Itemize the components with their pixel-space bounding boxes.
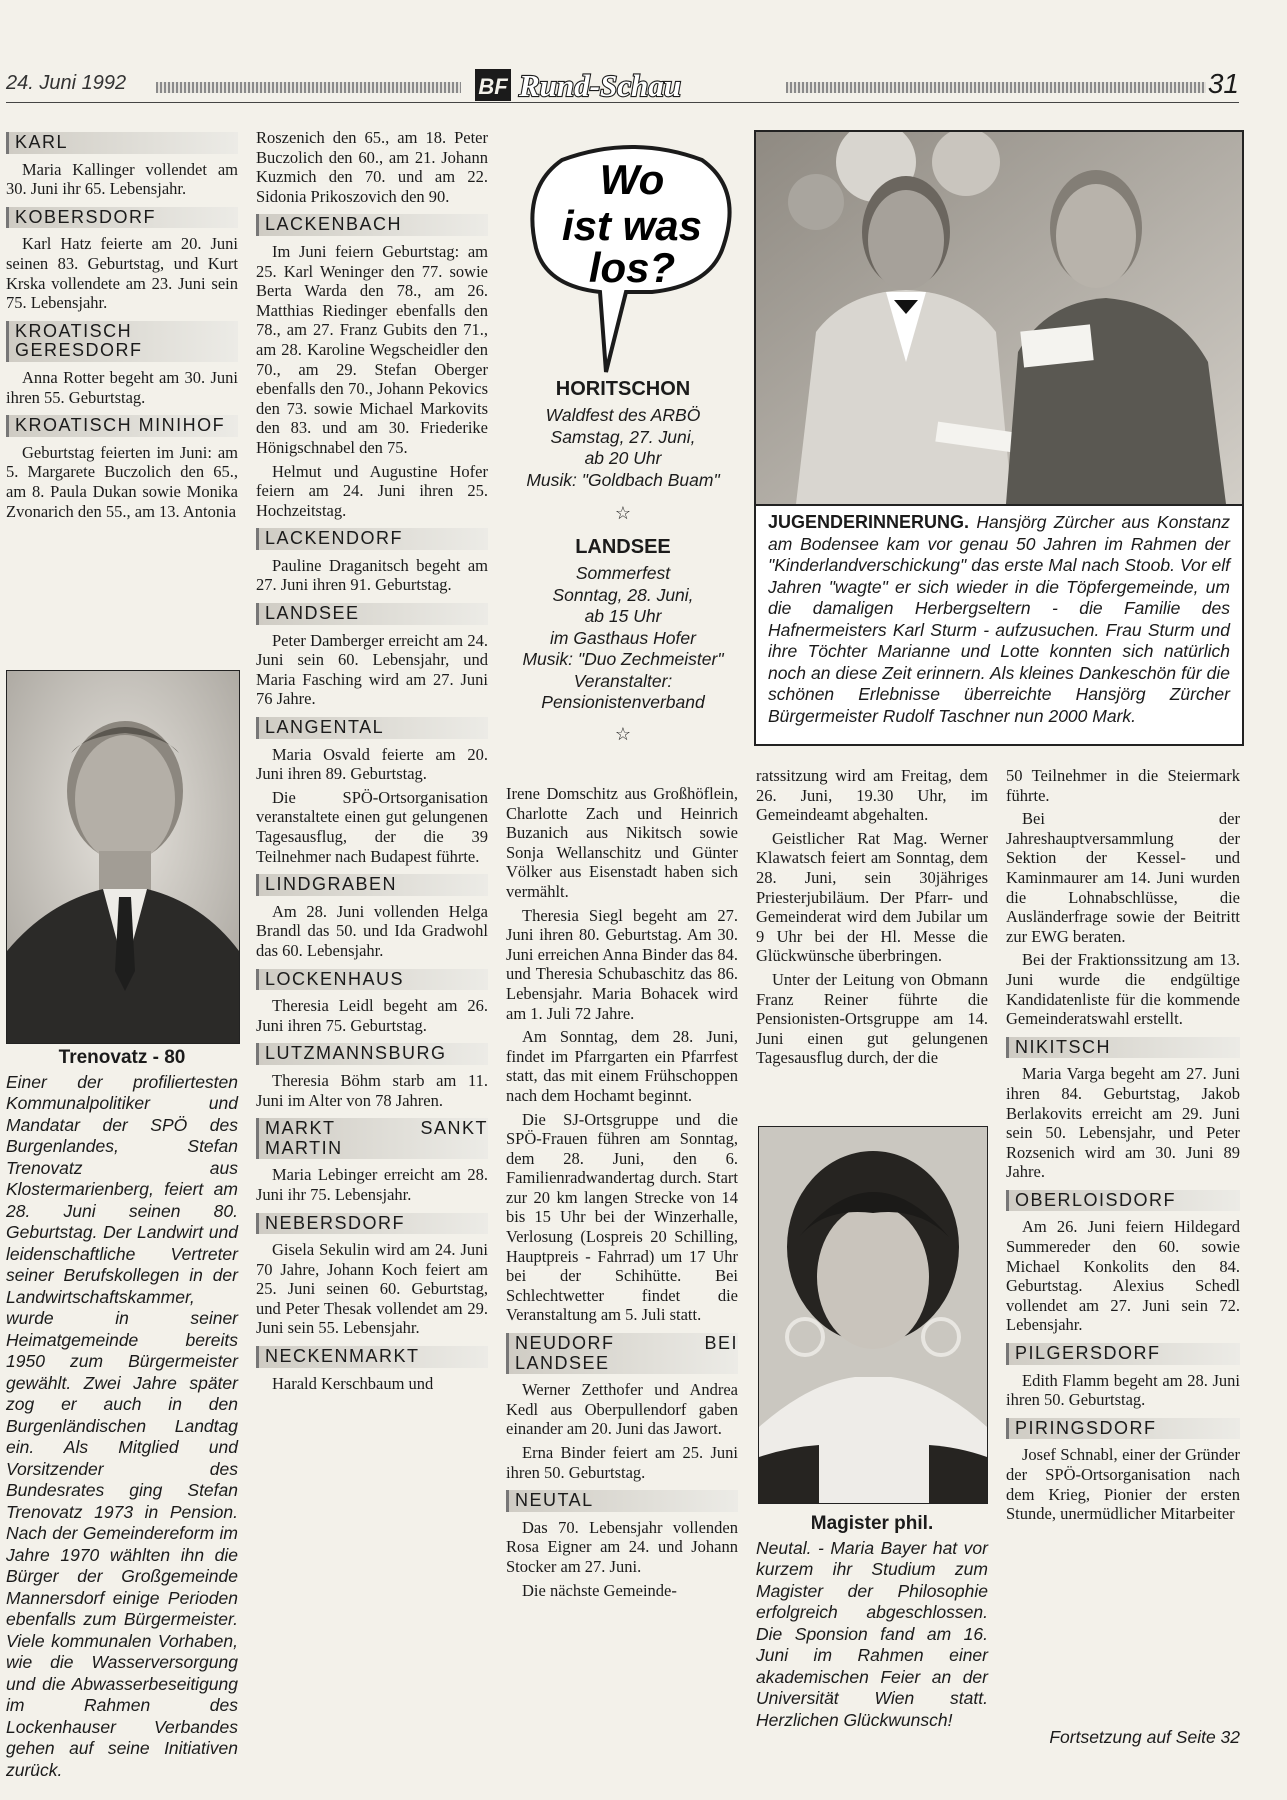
photo-caption: Magister phil.	[810, 1513, 934, 1534]
event-line: Pensionistenverband	[541, 692, 705, 712]
section-title: NEBERSDORF	[256, 1213, 488, 1235]
section-title: MARKT SANKT MARTIN	[256, 1118, 488, 1159]
article-text: Gisela Sekulin wird am 24. Juni 70 Jahre, Johann Koch feiert am 25. Juni seinen 60. Geburtstag, und Peter Thesak vollendet am 29. Juni sein 55. Lebensjahr.	[256, 1240, 488, 1338]
bubble-line-3: los?	[588, 244, 676, 291]
rund-schau-logo	[475, 68, 775, 102]
article-text: Am 26. Juni feiern Hildegard Summereder den 60. sowie Michael Konkolits den 84. Geburtstag. Alexius Schedl vollendet am 27. Juni sein 72. Lebensjahr.	[1006, 1217, 1240, 1335]
bayer-article	[756, 1514, 988, 1731]
event-line: Veranstalter:	[573, 670, 673, 691]
section-title: NEUTAL	[506, 1490, 738, 1512]
article-text: Pauline Draganitsch begeht am 27. Juni ihren 91. Geburtstag.	[256, 555, 488, 595]
article-text: Maria Lebinger erreicht am 28. Juni ihr 75. Lebensjahr.	[256, 1165, 488, 1204]
header-underline	[6, 102, 1239, 103]
event-line: Waldfest des ARBÖ	[545, 405, 701, 425]
event-line: im Gasthaus Hofer	[550, 627, 696, 648]
column-3	[506, 784, 738, 1604]
column-1	[6, 128, 238, 525]
article-text: Edith Flamm begeht am 28. Juni ihren 50. Geburtstag.	[1006, 1370, 1240, 1410]
section-title: KARL	[6, 132, 238, 154]
article-text: Die SPÖ-Ortsorganisation veranstaltete einen gut gelungenen Tagesausflug, der die 39 Teilnehmer nach Budapest führte.	[256, 787, 488, 866]
bubble-line-2: ist was	[561, 202, 703, 249]
article-text: Am Sonntag, dem 28. Juni, findet im Pfarrgarten ein Pfarrfest statt, das mit einem Frühschoppen nach dem Hochamt beginnt.	[506, 1027, 738, 1105]
portrait-photo-bayer	[758, 1126, 988, 1504]
events-list	[502, 378, 744, 745]
article-text: Irene Domschitz aus Großhöflein, Charlotte Zach und Heinrich Buzanich aus Nikitsch sowie Sonja Wellanschitz und Günter Völker aus Eisenstadt haben sich vermählt.	[506, 784, 738, 901]
section-title: KOBERSDORF	[6, 207, 238, 229]
article-text: Helmut und Augustine Hofer feiern am 24. Juni ihren 25. Hochzeitstag.	[256, 461, 488, 520]
bubble-line-1: Wo	[599, 156, 665, 203]
event-title: HORITSCHON	[555, 378, 691, 400]
section-title: LANDSEE	[256, 603, 488, 625]
portrait-photo-trenovatz	[6, 670, 240, 1044]
article-text: Theresia Siegl begeht am 27. Juni ihren 80. Geburtstag. Am 30. Juni erreichen Anna Binder das 84. und Theresia Schubaschitz das 86. Lebensjahr. Maria Bohacek wird am 1. Juli 72 Jahre.	[506, 905, 738, 1023]
article-text: Theresia Leidl begeht am 26. Juni ihren 75. Geburtstag.	[256, 996, 488, 1035]
section-title: OBERLOISDORF	[1006, 1190, 1240, 1212]
event-line: Samstag, 27. Juni,	[550, 426, 696, 447]
article-text: Werner Zetthofer und Andrea Kedl aus Oberpullendorf gaben einander am 20. Juni das Jawort.	[506, 1380, 738, 1439]
caption-title: JUGENDERINNERUNG.	[768, 512, 970, 532]
article-text: Peter Damberger erreicht am 24. Juni sein 60. Lebensjahr, und Maria Fasching wird am 27. Juni 76 Jahre.	[256, 630, 488, 709]
star-icon: ☆	[614, 723, 632, 744]
issue-date: 24. Juni 1992	[6, 72, 127, 94]
section-title: LUTZMANNSBURG	[256, 1043, 488, 1065]
star-icon: ☆	[614, 503, 632, 523]
article-text: Maria Kallinger vollendet am 30. Juni ihr 65. Lebensjahr.	[6, 159, 238, 199]
article-text: Roszenich den 65., am 18. Peter Buczolich den 60., am 21. Johann Kuzmich den 70. und am 22. Sidonia Prikoszovich den 90.	[256, 128, 488, 206]
article-text: Am 28. Juni vollenden Helga Brandl das 50. und Ida Gradwohl das 60. Lebensjahr.	[256, 901, 488, 960]
column-5	[1006, 766, 1240, 1528]
section-title: LANGENTAL	[256, 717, 488, 739]
section-title: NECKENMARKT	[256, 1346, 488, 1368]
section-title: LACKENDORF	[256, 528, 488, 550]
event-line: ab 15 Uhr	[584, 606, 662, 626]
article-text: Karl Hatz feierte am 20. Juni seinen 83. Geburtstag, und Kurt Krska vollendete am 23. Juni sein 75. Lebensjahr.	[6, 234, 238, 313]
continuation-note: Fortsetzung auf Seite 32	[1049, 1727, 1240, 1747]
speech-bubble	[522, 140, 742, 380]
photo-caption: Trenovatz - 80	[58, 1047, 186, 1068]
section-title: NIKITSCH	[1006, 1037, 1240, 1059]
event-title: LANDSEE	[575, 536, 671, 558]
event-line: Musik: "Duo Zechmeister"	[522, 649, 724, 669]
article-text: Unter der Leitung von Obmann Franz Reiner führte die Pensionisten-Ortsgruppe am 14. Juni einen gut gelungenen Tagesausflug durch, der die	[756, 969, 988, 1068]
article-text: Im Juni feiern Geburtstag: am 25. Karl Weninger den 77. sowie Berta Warda den 78., am 26. Matthias Riedinger ebenfalls den 78., am 27. Franz Gubits den 71., am 28. Karoline Wegscheidler den 70., am 29. Stefan Oberger ebenfalls den 70., Johann Pekovics den 73. sowie Michael Markovits den 83. und am 30. Friederike Hönigschnabel den 75.	[256, 241, 488, 457]
photo-text: Neutal. - Maria Bayer hat vor kurzem ihr Studium zum Magister der Philosophie erfolgreich abgeschlossen. Die Sponsion fand am 16. Juni im Rahmen einer akademischen Feier an der Universität Wien statt. Herzlichen Glückwunsch!	[756, 1537, 988, 1730]
page-number: 31	[1207, 68, 1239, 99]
article-text: Harald Kerschbaum und	[272, 1373, 434, 1393]
handshake-photo	[756, 132, 1242, 504]
article-text: Die nächste Gemeinde-	[522, 1580, 677, 1600]
event-line: ab 20 Uhr	[584, 448, 662, 468]
section-title: KROATISCH GERESDORF	[6, 321, 238, 362]
header-rule-left	[156, 82, 461, 93]
section-title: LOCKENHAUS	[256, 969, 488, 991]
article-text: 50 Teilnehmer in die Steiermark führte.	[1006, 766, 1240, 805]
page-header	[6, 66, 1239, 106]
article-text: Anna Rotter begeht am 30. Juni ihren 55. Geburtstag.	[6, 367, 238, 407]
article-text: Maria Osvald feierte am 20. Juni ihren 89. Geburtstag.	[256, 744, 488, 784]
jugenderinnerung-box	[754, 130, 1244, 746]
section-title: LINDGRABEN	[256, 874, 488, 896]
article-text: Das 70. Lebensjahr vollenden Rosa Eigner am 24. und Johann Stocker am 27. Juni.	[506, 1517, 738, 1576]
section-title: KROATISCH MINIHOF	[6, 415, 238, 437]
section-title: PILGERSDORF	[1006, 1343, 1240, 1365]
caption-body: Hansjörg Zürcher aus Konstanz am Bodensee kam vor genau 50 Jahren im Rahmen der "Kinderlandverschickung" das erste Mal nach Stoob. Vor elf Jahren "wagte" er sich wieder in die Töpfergemeinde, um die damaligen Herbergseltern - die Familie des Hafnermeisters Karl Sturm - aufzusuchen. Frau Sturm und ihre Töchter Marianne und Lotte konnten sich natürlich noch an diese Zeit erinnern. Als kleines Dankeschön für die schönen Erlebnisse überreichte Hansjörg Zürcher Bürgermeister Rudolf Taschner nun 2000 Mark.	[768, 512, 1230, 726]
article-text: Erna Binder feiert am 25. Juni ihren 50. Geburtstag.	[506, 1443, 738, 1482]
article-text: Die SJ-Ortsgruppe und die SPÖ-Frauen führen am Sonntag, dem 28. Juni, den 6. Familienradwandertag durch. Start zur 20 km langen Strecke von 14 bis 15 Uhr bei der Winzerhalle, Verlosung (Lospreis 20 Schilling, Hauptpreis - Fahrrad) um 17 Uhr bei der Schihütte. Bei Schlechtwetter findet die Veranstaltung am 5. Juli statt.	[506, 1109, 738, 1325]
column-2	[256, 128, 488, 1397]
photo-caption-text	[756, 504, 1242, 733]
section-title: LACKENBACH	[256, 214, 488, 236]
logo-title: Rund-Schau	[519, 68, 681, 102]
article-text: ratssitzung wird am Freitag, dem 26. Juni, 19.30 Uhr, im Gemeindeamt abgehalten.	[756, 766, 988, 825]
article-text: Josef Schnabl, einer der Gründer der SPÖ-Ortsorganisation nach dem Krieg, Pionier der ersten Stunde, unermüdlicher Mitarbeiter	[1006, 1445, 1240, 1524]
article-text: Maria Varga begeht am 27. Juni ihren 84. Geburtstag, Jakob Berlakovits erreicht am 29. Juni sein 50. Lebensjahr, und Peter Rozsenich wird am 30. Juni 89 Jahre.	[1006, 1064, 1240, 1182]
event-line: Musik: "Goldbach Buam"	[526, 469, 720, 490]
section-title: PIRINGSDORF	[1006, 1418, 1240, 1440]
article-text: Geistlicher Rat Mag. Werner Klawatsch feiert am Sonntag, dem 28. Juni, sein 30jähriges Priesterjubiläum. Der Pfarr- und Gemeinderat wird dem Jubilar um 9 Uhr bei der Hl. Messe die Glückwünsche überbringen.	[756, 828, 988, 966]
article-text: Geburtstag feierten im Juni: am 5. Margarete Buczolich den 65., am 8. Paula Dukan sowie Monika Zvonarich den 55., am 13. Antonia	[6, 442, 238, 521]
logo-badge: BF	[478, 74, 508, 99]
trenovatz-article	[6, 1048, 238, 1781]
column-4	[756, 766, 988, 1072]
event-line: Sommerfest	[575, 563, 671, 583]
article-text: Theresia Böhm starb am 11. Juni im Alter von 78 Jahren.	[256, 1070, 488, 1110]
event-line: Sonntag, 28. Juni,	[552, 584, 694, 605]
article-text: Bei der Fraktionssitzung am 13. Juni wurde die endgültige Kandidatenliste für die kommende Gemeinderatswahl erstellt.	[1006, 950, 1240, 1029]
section-title: NEUDORF BEI LANDSEE	[506, 1333, 738, 1374]
header-rule-right	[786, 82, 1206, 93]
photo-text: Einer der profiliertesten Kommunalpolitiker und Mandatar der SPÖ des Burgenlandes, Stefan Trenovatz aus Klostermarienberg, feiert am 28. Juni seinen 80. Geburtstag. Der Landwirt und leidenschaftliche Vertreter seiner Berufskollegen in der Landwirtschaftskammer, wurde in seiner Heimatgemeinde bereits 1950 zum Bürgermeister gewählt. Zwei Jahre später zog er auch in den Burgenländischen Landtag ein. Als Mitglied und Vorsitzender des Bundesrates ging Stefan Trenovatz 1973 in Pension. Nach der Gemeindereform im Jahre 1970 wählten ihn die Bürger der Großgemeinde Mannersdorf einige Perioden ebenfalls zum Bürgermeister. Viele kommunalen Vorhaben, wie die Wasserversorgung und die Abwasserbeseitigung im Rahmen des Lockenhauser Verbandes gehen auf seine Initiativen zurück.	[6, 1071, 238, 1780]
article-text: Bei der Jahreshauptversammlung der Sektion der Kessel- und Kaminmaurer am 14. Juni wurden die Lohnabschlüsse, die Ausländerfrage sowie der Beitritt zur EWG beraten.	[1006, 809, 1240, 946]
